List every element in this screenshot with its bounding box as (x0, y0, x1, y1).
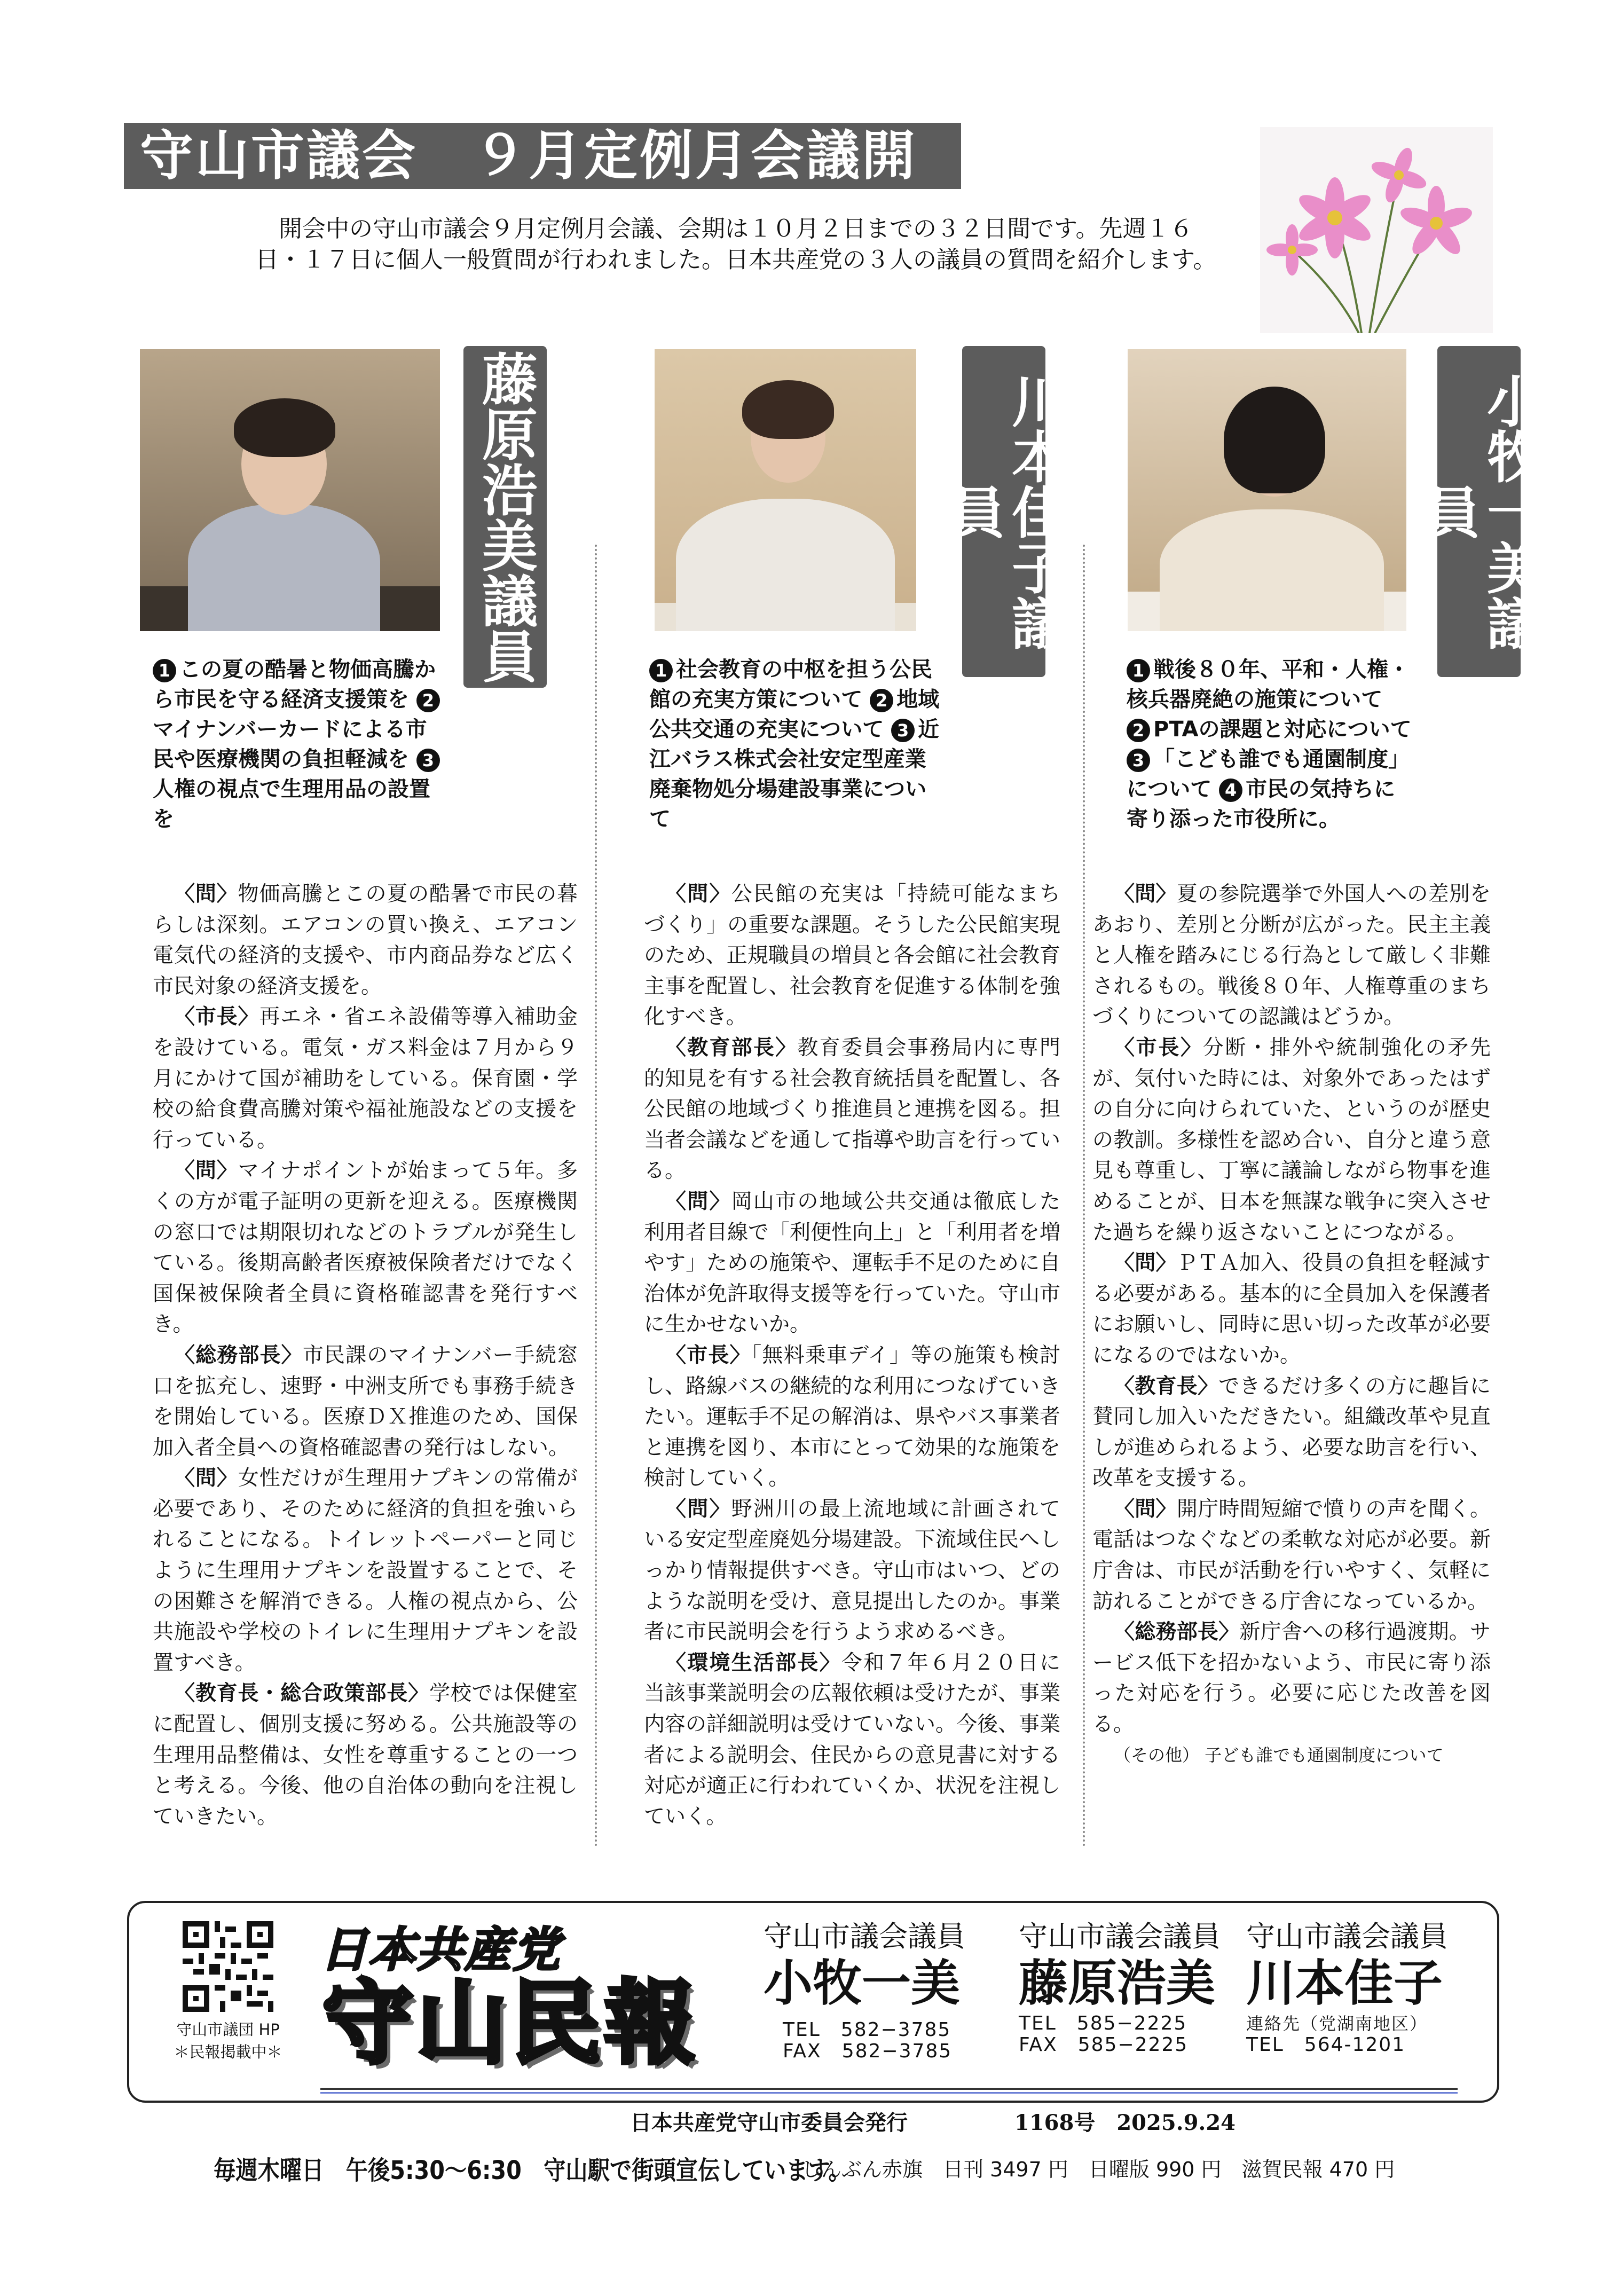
topic-text: 社会教育の中枢を担う公民館の充実方策について (649, 657, 932, 712)
publisher: 日本共産党守山市委員会発行 (630, 2111, 908, 2135)
qa-item: 〈問〉ＰＴＡ加入、役員の負担を軽減する必要がある。基本的に全員加入を保護者にお願いし、同時に思い切った改革が必要になるのではないか。 (1092, 1251, 1491, 1367)
qr-caption-line: 守山市議団 HP (176, 2020, 280, 2039)
member-kawamoto (1246, 1919, 1448, 2056)
party-name: 日本共産党 (320, 1922, 561, 1977)
topic-number: 3 (891, 719, 915, 742)
topic-text: 戦後８０年、平和・人権・核兵器廃絶の施策について (1127, 657, 1410, 712)
topic-number: 3 (1127, 749, 1150, 772)
member-tel: TEL 582−3785 (783, 2019, 951, 2041)
topic-number: 2 (1127, 719, 1150, 742)
qa-item: 〈問〉岡山市の地域公共交通は徹底した利用者目線で「利便性向上」と「利用者を増やす」ための施策や、運転手不足のために自治体が免許取得支援等を行っていた。守山市に生かせないか。 (644, 1189, 1061, 1337)
topics-fujiwara (153, 655, 443, 834)
qa-column-fujiwara (153, 879, 578, 1832)
footer-rule-accent (320, 2092, 1458, 2094)
qa-item: 〈問〉物価高騰とこの夏の酷暑で市民の暮らしは深刻。エアコンの買い換え、エアコン電気代の経済的支援や、市内商品券など広く市民対象の経済支援を。 (153, 882, 578, 998)
topics-kawamoto (649, 655, 943, 834)
topic-number: 2 (416, 689, 440, 712)
qa-column-komaki (1092, 879, 1491, 1771)
qa-item: 〈問〉野洲川の最上流地域に計画されている安定型産廃処分場建設。下流域住民へしっかり情報提供すべき。守山市はいつ、どのような説明を受け、意見提出したのか。事業者に市民説明会を行うよう求めるべき。 (644, 1497, 1061, 1645)
member-tel: TEL 564-1201 (1246, 2034, 1406, 2056)
qa-item: 〈問〉女性だけが生理用ナプキンの常備が必要であり、そのために経済的負担を強いられることになる。トイレットペーパーと同じように生理用ナプキンを設置することで、その困難さを解消できる。人権の視点から、公共施設や学校のトイレに生理用ナプキンを設置すべき。 (153, 1466, 578, 1675)
topic-text: マイナンバーカードによる市民や医療機関の負担軽減を (153, 717, 427, 772)
subscription-prices: しんぶん赤旗 日刊 3497 円 日曜版 990 円 滋賀民報 470 円 (801, 2158, 1395, 2181)
name-tab-fujiwara: 藤原浩美議員 (463, 346, 547, 688)
topic-number: 3 (416, 749, 440, 772)
member-name: 川本佳子 (1246, 1955, 1443, 2012)
column-divider (1083, 545, 1085, 1847)
member-tel: TEL 585−2225 (1019, 2012, 1187, 2034)
member-name: 藤原浩美 (1019, 1955, 1216, 2012)
issue-number-date: 1168号 2025.9.24 (1014, 2110, 1236, 2135)
member-fax: FAX 582−3785 (783, 2040, 953, 2062)
photo-komaki (1128, 349, 1406, 631)
qa-item: 〈総務部長〉新庁舎への移行過渡期。サービス低下を招かないよう、市民に寄り添った対応を行う。必要に応じた改善を図る。 (1092, 1620, 1491, 1737)
cosmos-flower-image (1260, 127, 1493, 333)
topic-text: PTAの課題と対応について (1153, 717, 1412, 742)
qr-caption-line: ＊民報掲載中＊ (174, 2043, 282, 2061)
qa-item: 〈問〉マイナポイントが始まって５年。多くの方が電子証明の更新を迎える。医療機関の窓口では期限切れなどのトラブルが発生している。後期高齢者医療被保険者だけでなく国保被保険者全員に資格確認書を発行すべき。 (153, 1159, 578, 1337)
photo-kawamoto (655, 349, 916, 631)
topic-text: 「こども誰でも通園制度」について (1127, 747, 1410, 801)
topic-text: 人権の視点で生理用品の設置を (153, 777, 430, 831)
name-tab-komaki: 小牧一美議員 (1437, 346, 1521, 677)
member-role: 守山市議会議員 (1019, 1920, 1221, 1953)
topic-number: 2 (870, 689, 893, 712)
member-role: 守山市議会議員 (764, 1920, 965, 1953)
name-tab-kawamoto: 川本佳子議員 (962, 346, 1045, 677)
topic-number: 1 (1127, 659, 1150, 682)
qr-code-icon[interactable] (183, 1921, 273, 2012)
member-komaki (764, 1919, 965, 2062)
page-title: 守山市議会 ９月定例月会議開会中 (124, 123, 961, 189)
topic-number: 4 (1219, 779, 1242, 802)
street-campaign-notice: 毎週木曜日 午後5:30〜6:30 守山駅で街頭宣伝しています。 (214, 2156, 851, 2185)
qa-item: 〈教育長・総合政策部長〉学校では保健室に配置し、個別支援に努める。公共施設等の生理用品整備は、女性を尊重することの一つと考える。今後、他の自治体の動向を注視していきたい。 (153, 1681, 578, 1829)
qr-caption (151, 2018, 305, 2063)
column-divider (595, 545, 597, 1847)
qa-item: 〈総務部長〉市民課のマイナンバー手続窓口を拡充し、速野・中洲支所でも事務手続きを開始している。医療ＤＸ推進のため、国保加入者全員への資格確認書の発行はしない。 (153, 1343, 578, 1460)
topic-text: 近江バラス株式会社安定型産業廃棄物処分場建設事業について (649, 717, 940, 831)
intro-text: 開会中の守山市議会９月定例月会議、会期は１０月２日までの３２日間です。先週１６日・１７日に個人一般質問が行われました。日本共産党の３人の議員の質問を紹介します。 (255, 215, 1217, 273)
member-fujiwara (1019, 1919, 1221, 2056)
photo-fujiwara (140, 349, 440, 631)
topic-text: 地域公共交通の充実について (649, 687, 940, 742)
topic-text: この夏の酷暑と物価高騰から市民を守る経済支援策を (153, 657, 436, 712)
member-contact: 連絡先（党湖南地区） (1246, 2014, 1428, 2034)
qa-item: 〈教育部長〉教育委員会事務局内に専門的知見を有する社会教育統括員を配置し、各公民館の地域づくり推進員と連携を図る。担当者会議などを通して指導や助言を行っている。 (644, 1035, 1061, 1183)
other-note: （その他） 子ども誰でも通園制度について (1114, 1744, 1444, 1765)
footer-rule (320, 2088, 1458, 2090)
member-fax: FAX 585−2225 (1019, 2034, 1189, 2056)
qa-item: 〈市長〉「無料乗車デイ」等の施策も検討し、路線バスの継続的な利用につなげていきたい。運転手不足の解消は、県やバス事業者と連携を図り、本市にとって効果的な施策を検討していく。 (644, 1343, 1061, 1491)
qa-column-kawamoto (644, 879, 1060, 1832)
topic-text: 市民の気持ちに寄り添った市役所に。 (1127, 777, 1396, 831)
qa-item: 〈市長〉再エネ・省エネ設備等導入補助金を設けている。電気・ガス料金は７月から９月にかけて国が補助をしている。保育園・学校の給食費高騰対策や福祉施設などの支援を行っている。 (153, 1005, 578, 1152)
qa-item: 〈問〉開庁時間短縮で憤りの声を聞く。電話はつなぐなどの柔軟な対応が必要。新庁舎は、市民が活動を行いやすく、気軽に訪れることができる庁舎になっているか。 (1092, 1497, 1491, 1614)
member-name: 小牧一美 (764, 1955, 961, 2012)
member-role: 守山市議会議員 (1246, 1920, 1448, 1953)
qa-item: 〈環境生活部長〉令和７年６月２０日に当該事業説明会の広報依頼は受けたが、事業内容の詳細説明は受けていない。今後、事業者による説明会、住民からの意見書に対する対応が適正に行われていくか、状況を注視していく。 (644, 1650, 1061, 1829)
qa-item: 〈市長〉分断・排外や統制強化の矛先が、気付いた時には、対象外であったはずの自分に向けられていた、というのが歴史の教訓。多様性を認め合い、自分と違う意見も尊重し、丁寧に議論しながら物事を進めることが、日本を無謀な戦争に突入させた過ちを繰り返さないことにつながる。 (1092, 1035, 1491, 1245)
qa-item: 〈教育長〉できるだけ多くの方に趣旨に賛同し加入いただきたい。組織改革や見直しが進められるよう、必要な助言を行い、改革を支援する。 (1092, 1374, 1491, 1491)
topic-number: 1 (649, 659, 673, 682)
qa-item: 〈問〉公民館の充実は「持続可能なまちづくり」の重要な課題。そうした公民館実現のため、正規職員の増員と各会館に社会教育主事を配置し、社会教育を促進する体制を強化すべき。 (644, 882, 1061, 1029)
qa-item: 〈問〉夏の参院選挙で外国人への差別をあおり、差別と分断が広がった。民主主義と人権を踏みにじる行為として厳しく非難されるもの。戦後８０年、人権尊重のまちづくりについての認識はどうか。 (1092, 882, 1491, 1029)
topic-number: 1 (153, 659, 176, 682)
newspaper-title: 守山民報 (322, 1971, 699, 2077)
topics-komaki (1127, 655, 1415, 834)
